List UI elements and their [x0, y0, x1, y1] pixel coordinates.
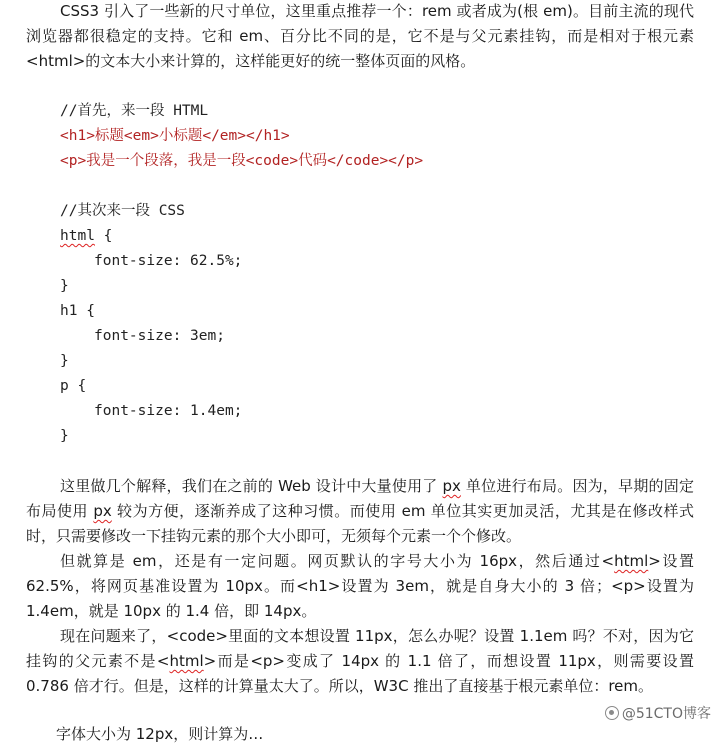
watermark-text: @51CTO博客: [621, 706, 711, 722]
explanation-paragraph: [26, 474, 694, 549]
css-brace-close: }: [60, 353, 69, 369]
css-h1-rule: font-size: 3em;: [94, 328, 225, 344]
px-term: px: [93, 502, 112, 520]
css-brace-open: {: [94, 228, 113, 244]
truncated-next-line: 字体大小为 12px，则计算为…: [56, 725, 264, 743]
html-term: html: [614, 552, 649, 570]
css-brace-close: }: [60, 278, 69, 294]
article-body: [26, 0, 694, 699]
watermark-logo-icon: [605, 706, 619, 720]
text-run: 现在问题来了，<code>里面的文本想设置 11px，怎么办呢？设置 1.1em 吗？不对，因为它挂钩的父元素不是<: [26, 627, 694, 670]
text-run: 单位进行布局。因为，早期的固定布局使用: [26, 477, 694, 520]
spacer: [26, 449, 694, 474]
css-brace-close: }: [60, 428, 69, 444]
px-term: px: [442, 477, 461, 495]
text-run: >而是<p>变成了 14px 的 1.1 倍了，而想设置 11px，则需要设置 0.786 倍才行。但是，这样的计算量太大了。所以，W3C 推出了直接基于根元素单位：rem。: [26, 652, 694, 695]
html-term: html: [169, 652, 204, 670]
em-problem-paragraph: [26, 549, 694, 624]
css-p-selector: p {: [60, 378, 87, 394]
code-comment-html: //首先，来一段 HTML: [60, 103, 209, 119]
text-run: >设置 62.5%，将网页基准设置为 10px。而<h1>设置为 3em，就是自身大小的 3 倍；<p>设置为 1.4em，就是 10px 的 1.4 倍，即 14px。: [26, 552, 694, 620]
css-html-selector-line: [60, 224, 694, 249]
code-line-p: <p>我是一个段落，我是一段<code>代码</code></p>: [60, 153, 424, 169]
watermark: [605, 703, 711, 723]
css-h1-selector: h1 {: [60, 303, 95, 319]
spacer: [26, 174, 694, 199]
css-p-rule: font-size: 1.4em;: [94, 403, 243, 419]
rem-intro-paragraph: [26, 624, 694, 699]
code-line-h1: <h1>标题<em>小标题</em></h1>: [60, 128, 290, 144]
html-code-block: [26, 99, 694, 174]
text-run: 较为方便，逐渐养成了这种习惯。而使用 em 单位其实更加灵活，尤其是在修改样式时，只需要修改一下挂钩元素的那个大小即可，无须每个元素一个个修改。: [26, 502, 694, 545]
code-comment-css: //其次来一段 CSS: [60, 203, 185, 219]
css-code-block: [26, 199, 694, 449]
text-run: 这里做几个解释，我们在之前的 Web 设计中大量使用了: [60, 477, 443, 495]
spacer: [26, 74, 694, 99]
css-html-selector: html: [60, 228, 95, 244]
text-run: 但就算是 em，还是有一定问题。网页默认的字号大小为 16px，然后通过<: [60, 552, 615, 570]
css-html-rule: font-size: 62.5%;: [94, 253, 243, 269]
intro-paragraph: CSS3 引入了一些新的尺寸单位，这里重点推荐一个：rem 或者成为(根 em)。目前主流的现代浏览器都很稳定的支持。它和 em、百分比不同的是，它不是与父元素挂钩，而是相对于根元素<html>的文本大小来计算的，这样能更好的统一整体页面的风格。: [26, 2, 694, 70]
